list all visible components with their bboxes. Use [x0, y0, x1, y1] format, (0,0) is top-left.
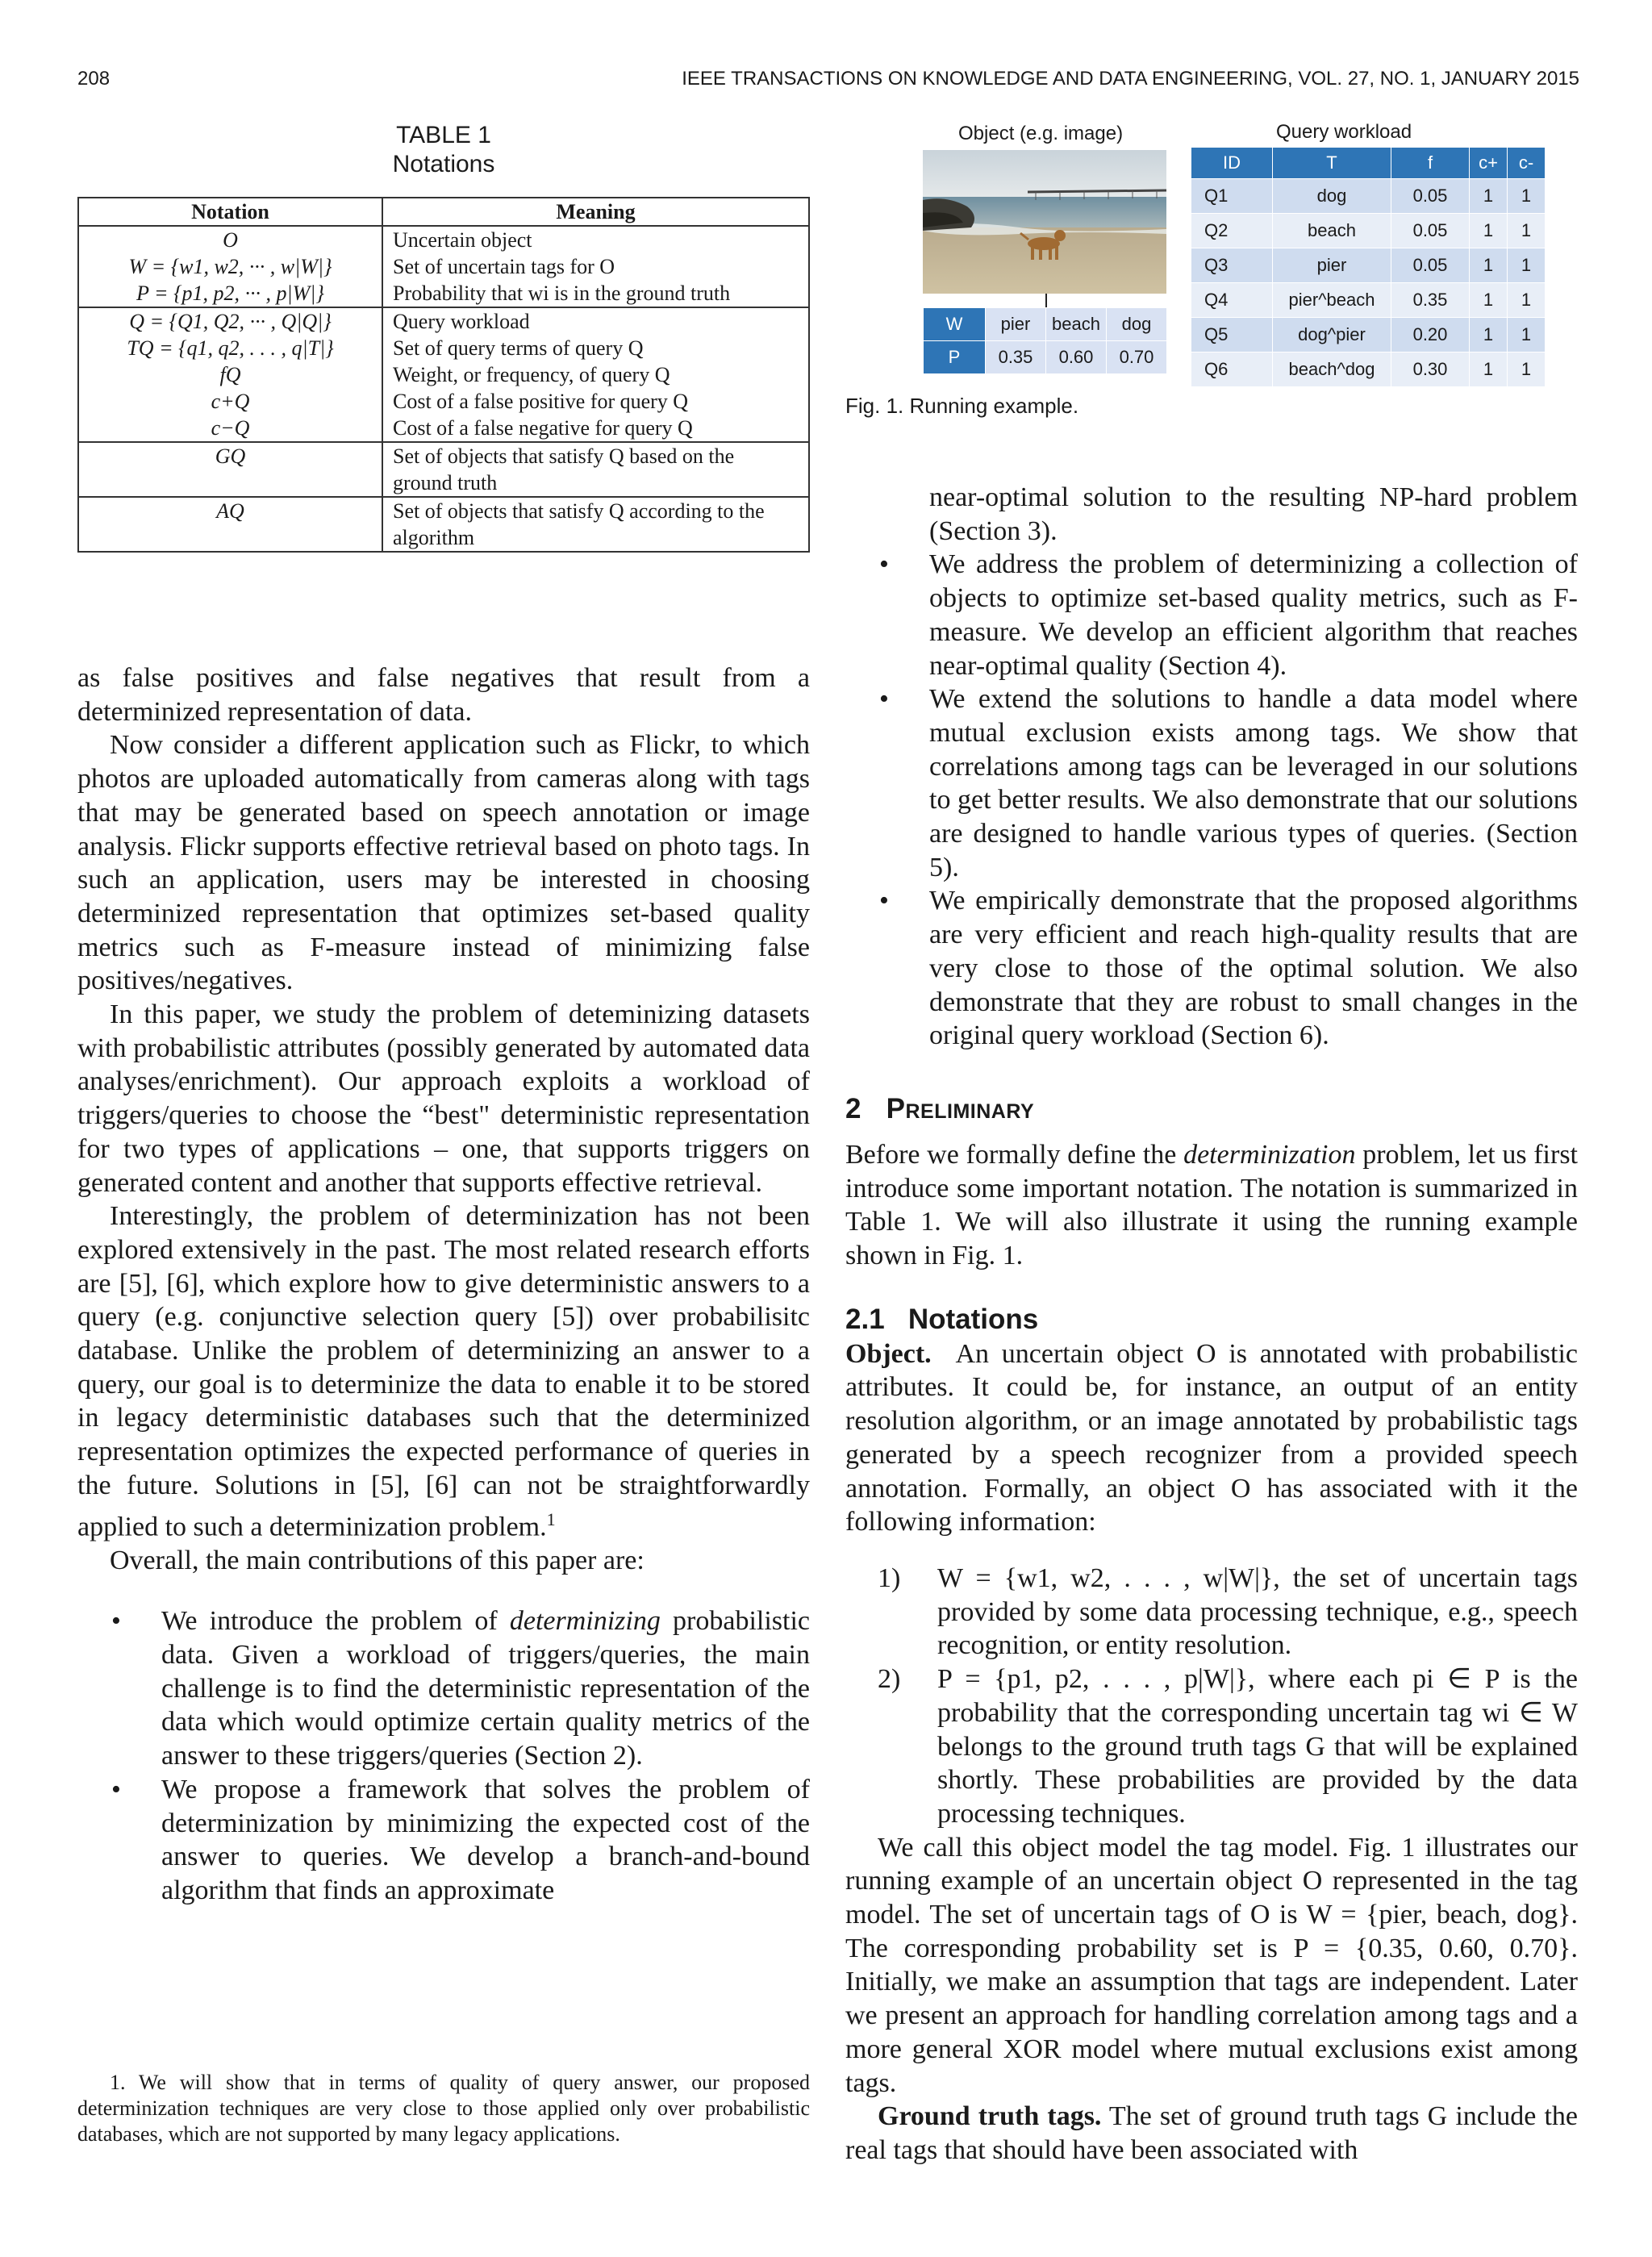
- table-row: [78, 415, 809, 442]
- figure-object-label: Object (e.g. image): [958, 123, 1124, 144]
- column-header: T: [1273, 148, 1391, 179]
- list-item-text: We extend the solutions to handle a data model where mutual exclusion exists among tags. We show that correlations among tags can be leveraged in our solutions to get better results. We also demonstrate that our solutions are designed to handle various types of queries. (Section 5).: [929, 684, 1578, 882]
- list-item: • We introduce the problem of determinizing probabilistic data. Given a workload of triggers/queries, the main challenge is to find the deterministic representation of the data which would optimize certain quality metrics of the answer to these triggers/queries (Section 2).: [111, 1606, 810, 1771]
- footnote-marker[interactable]: 1: [546, 1508, 556, 1529]
- paragraph: [77, 1199, 810, 1543]
- object-info-list: [845, 1562, 1578, 1831]
- table-cell: 0.20: [1391, 318, 1470, 353]
- meaning-cell: Cost of a false positive for query Q: [382, 388, 809, 415]
- paragraph: as false positives and false negatives that result from a determinized representation of data.: [77, 663, 810, 727]
- table-row: [78, 388, 809, 415]
- paragraph-text: An uncertain object O is annotated with probabilistic attributes. It could be, for instance, an output of an entity resolution algorithm, or an image annotated by probabilistic tags generated by a speech recognizer from a provided speech annotation. Formally, an object O has associated with it the following information:: [845, 1338, 1579, 1537]
- meaning-cell: Uncertain object: [382, 226, 809, 253]
- paragraph: In this paper, we study the problem of deteminizing datasets with probabilistic attributes (possibly generated by automated data analyses/enrichment). Our approach exploits a workload of triggers/queries to choose the “best" deterministic representation for two types of applications – one, that supports triggers on generated content and another that supports effective retrieval.: [77, 999, 810, 1198]
- paragraph-lead: Ground truth tags.: [878, 2101, 1102, 2132]
- table-header-row: [1191, 148, 1546, 179]
- list-item: • We empirically demonstrate that the proposed algorithms are very efficient and reach high-quality results that are very close to those of the optimal solution. We also demonstrate that they are robust to small changes in the original query workload (Section 6).: [879, 886, 1578, 1051]
- meaning-cell: Weight, or frequency, of query Q: [382, 361, 809, 388]
- paragraph-text: The set of ground truth tags G include the real tags that should have been associated with: [845, 2101, 1579, 2165]
- list-item-emphasis: determinizing: [509, 1606, 661, 1637]
- journal-title: IEEE TRANSACTIONS ON KNOWLEDGE AND DATA ENGINEERING, VOL. 27, NO. 1, JANUARY 2015: [682, 68, 1579, 90]
- section-number: 2: [845, 1092, 861, 1124]
- paragraph: [845, 1138, 1578, 1273]
- table-cell: 1: [1470, 283, 1508, 318]
- query-workload-table: [1191, 147, 1546, 387]
- row-header-cell: P: [924, 341, 986, 374]
- figure-caption: Fig. 1. Running example.: [845, 394, 1079, 418]
- notation-cell: AQ: [78, 497, 382, 552]
- table-row: [1191, 318, 1546, 353]
- table-cell: 1: [1508, 283, 1546, 318]
- notation-cell: TQ = {q1, q2, . . . , q|T|}: [78, 335, 382, 361]
- table-cell: 0.05: [1391, 214, 1470, 248]
- notation-cell: fQ: [78, 361, 382, 388]
- list-item-text: near-optimal solution to the resulting NP-hard problem (Section 3).: [929, 482, 1578, 546]
- table-row: [78, 335, 809, 361]
- table-cell: Q3: [1191, 248, 1273, 283]
- list-item-text: We empirically demonstrate that the proposed algorithms are very efficient and reach high-quality results that are very close to those of the optimal solution. We also demonstrate that they are robust to small changes in the original query workload (Section 6).: [929, 886, 1578, 1051]
- table-cell: 1: [1470, 179, 1508, 214]
- list-item-text: We address the problem of determinizing a collection of objects to optimize set-based quality metrics, such as F-measure. We develop an efficient algorithm that reaches near-optimal quality (Section 4).: [929, 549, 1578, 681]
- table-cell: beach^dog: [1273, 353, 1391, 387]
- list-item: • We extend the solutions to handle a data model where mutual exclusion exists among tags. We show that correlations among tags can be leveraged in our solutions to get better results. We also demonstrate that our solutions are designed to handle various types of queries. (Section 5).: [879, 684, 1578, 882]
- table-cell: Q1: [1191, 179, 1273, 214]
- contribution-list-continued: [845, 481, 1578, 1053]
- table-cell: 1: [1508, 179, 1546, 214]
- paragraph: [845, 1337, 1578, 1539]
- meaning-cell: Probability that wi is in the ground truth: [382, 280, 809, 307]
- table-title: Notations: [392, 151, 495, 177]
- paragraph-text: Before we formally define the: [845, 1139, 1184, 1170]
- column-header-meaning: Meaning: [382, 198, 809, 226]
- notation-cell: c−Q: [78, 415, 382, 442]
- list-item: [845, 481, 1578, 548]
- table-cell: pier^beach: [1273, 283, 1391, 318]
- notation-cell: O: [78, 226, 382, 253]
- table-row: [78, 307, 809, 335]
- list-number: 1): [878, 1562, 901, 1593]
- table-cell: 0.35: [986, 341, 1046, 374]
- column-header: c-: [1508, 148, 1546, 179]
- table-row: [78, 226, 809, 253]
- table-cell: 1: [1470, 353, 1508, 387]
- paragraph-text: problem, let us first introduce some important notation. The notation is summarized in Table 1. We will also illustrate it using the running example shown in Fig. 1.: [845, 1139, 1578, 1271]
- section-heading: [845, 1091, 1578, 1127]
- table-row: [1191, 283, 1546, 318]
- table-cell: 0.30: [1391, 353, 1470, 387]
- paragraph-text: Interestingly, the problem of determinization has not been explored extensively in the past. The most related research efforts are [5], [6], which explore how to give deterministic answers to a query (e.g. conjunctive selection query [5]) over probabilisitc database. Unlike the problem of determinizing an answer to a query, our goal is to determinize the data to enable it to be stored in legacy deterministic databases such that the determinized representation optimizes the expected performance of queries in the future. Solutions in [5], [6] can not be straightforwardly applied to such a determinization problem.: [77, 1201, 810, 1542]
- list-number: 2): [878, 1664, 901, 1695]
- figure-workload-label: Query workload: [1276, 121, 1412, 143]
- paragraph-lead: Object.: [845, 1338, 932, 1369]
- list-item: [845, 1562, 1578, 1663]
- table-cell: dog^pier: [1273, 318, 1391, 353]
- paragraph: [845, 2100, 1578, 2167]
- column-header-notation: Notation: [78, 198, 382, 226]
- table-row: [924, 308, 1167, 341]
- meaning-cell: Set of objects that satisfy Q based on the ground truth: [382, 442, 809, 497]
- table-cell: 0.05: [1391, 248, 1470, 283]
- table-cell: 0.60: [1046, 341, 1107, 374]
- table-row: [1191, 214, 1546, 248]
- figure-running-example: [845, 119, 1652, 426]
- notation-cell: GQ: [78, 442, 382, 497]
- tag-pointer-line: [1045, 294, 1047, 308]
- notation-cell: W = {w1, w2, ··· , w|W|}: [78, 253, 382, 280]
- list-item-text: P = {p1, p2, . . . , p|W|}, where each pi ∈ P is the probability that the corresponding uncertain tag wi ∈ W belongs to the ground truth tags G that will be explained shortly. These probabilities are provided by the data processing techniques.: [937, 1664, 1578, 1829]
- column-header: c+: [1470, 148, 1508, 179]
- meaning-cell: Set of uncertain tags for O: [382, 253, 809, 280]
- table-cell: 1: [1508, 248, 1546, 283]
- running-head: [77, 68, 1579, 100]
- list-item-text: W = {w1, w2, . . . , w|W|}, the set of uncertain tags provided by some data processing technique, e.g., speech recognition, or entity resolution.: [937, 1562, 1578, 1661]
- notation-cell: Q = {Q1, Q2, ··· , Q|Q|}: [78, 307, 382, 335]
- table-cell: 0.35: [1391, 283, 1470, 318]
- table-cell: Q6: [1191, 353, 1273, 387]
- table-cell: pier: [1273, 248, 1391, 283]
- list-item: [845, 1663, 1578, 1831]
- table-row: [78, 497, 809, 552]
- table-cell: 0.05: [1391, 179, 1470, 214]
- column-header: f: [1391, 148, 1470, 179]
- beach-dog-photo: [923, 150, 1166, 294]
- list-item-text: probabilistic data. Given a workload of triggers/queries, the main challenge is to find the deterministic representation of the data which would optimize certain quality metrics of the answer to these triggers/queries (Section 2).: [161, 1606, 810, 1771]
- table-cell: pier: [986, 308, 1046, 341]
- paragraph: Now consider a different application such as Flickr, to which photos are uploaded automatically from cameras along with tags that may be generated based on speech annotation or image analysis. Flickr supports effective retrieval based on photo tags. In such an application, users may be interested in choosing determinized representation that optimizes set-based quality metrics such as F-measure instead of minimizing false positives/negatives.: [77, 730, 810, 996]
- notation-cell: c+Q: [78, 388, 382, 415]
- table-cell: 1: [1508, 318, 1546, 353]
- paragraph: Overall, the main contributions of this paper are:: [110, 1545, 645, 1575]
- table-row: [78, 253, 809, 280]
- table-notations: [77, 121, 810, 553]
- table-cell: 1: [1470, 318, 1508, 353]
- table-row: [1191, 179, 1546, 214]
- table-row: [78, 280, 809, 307]
- contribution-list: [77, 1604, 810, 1907]
- table-cell: 1: [1470, 248, 1508, 283]
- subsection-heading: 2.1 Notations: [845, 1303, 1039, 1335]
- table-cell: Q4: [1191, 283, 1273, 318]
- meaning-cell: Set of objects that satisfy Q according to the algorithm: [382, 497, 809, 552]
- table-cell: 1: [1508, 353, 1546, 387]
- paragraph-emphasis: determinization: [1183, 1139, 1356, 1170]
- meaning-cell: Cost of a false negative for query Q: [382, 415, 809, 442]
- table-row: [1191, 248, 1546, 283]
- table-row: [1191, 353, 1546, 387]
- left-column: [77, 661, 810, 1908]
- table-row: [78, 442, 809, 497]
- column-header: ID: [1191, 148, 1273, 179]
- table-cell: 0.70: [1107, 341, 1167, 374]
- table-cell: Q5: [1191, 318, 1273, 353]
- tag-probability-table: [923, 307, 1167, 374]
- notation-table-body: [78, 226, 809, 552]
- table-row: [78, 361, 809, 388]
- page-number: 208: [77, 68, 111, 90]
- table-cell: beach: [1046, 308, 1107, 341]
- table-cell: 1: [1470, 214, 1508, 248]
- paragraph: We call this object model the tag model. Fig. 1 illustrates our running example of an uncertain object O represented in the tag model. The set of uncertain tags of O is W = {pier, beach, dog}. The corresponding probability set is P = {0.35, 0.60, 0.70}. Initially, we make an assumption that tags are independent. Later we present an approach for handling correlation among tags and a more general XOR model where mutual exclusions exist among tags.: [845, 1832, 1578, 2098]
- right-column: [845, 481, 1578, 2167]
- table-cell: beach: [1273, 214, 1391, 248]
- meaning-cell: Query workload: [382, 307, 809, 335]
- list-item: • We propose a framework that solves the problem of determinization by minimizing the expected cost of the answer to queries. We develop a branch-and-bound algorithm that finds an approximate: [111, 1774, 810, 1905]
- footnote: [77, 2070, 810, 2147]
- table-cell: 1: [1508, 214, 1546, 248]
- list-item-text: We propose a framework that solves the problem of determinization by minimizing the expected cost of the answer to queries. We develop a branch-and-bound algorithm that finds an approximate: [161, 1774, 810, 1905]
- notation-table: [77, 197, 810, 553]
- section-title: Preliminary: [886, 1092, 1035, 1124]
- notation-cell: P = {p1, p2, ··· , p|W|}: [78, 280, 382, 307]
- table-label: TABLE 1: [396, 122, 491, 148]
- meaning-cell: Set of query terms of query Q: [382, 335, 809, 361]
- table-cell: Q2: [1191, 214, 1273, 248]
- table-row: [924, 341, 1167, 374]
- list-item: • We address the problem of determinizing a collection of objects to optimize set-based quality metrics, such as F-measure. We develop an efficient algorithm that reaches near-optimal quality (Section 4).: [879, 549, 1578, 681]
- table-cell: dog: [1273, 179, 1391, 214]
- list-item-text: We introduce the problem of: [161, 1606, 510, 1637]
- row-header-cell: W: [924, 308, 986, 341]
- table-cell: dog: [1107, 308, 1167, 341]
- footnote-text: 1. We will show that in terms of quality of query answer, our proposed determinization techniques are very close to those applied only over probabilistic databases, which are not supported by many legacy applications.: [77, 2071, 810, 2146]
